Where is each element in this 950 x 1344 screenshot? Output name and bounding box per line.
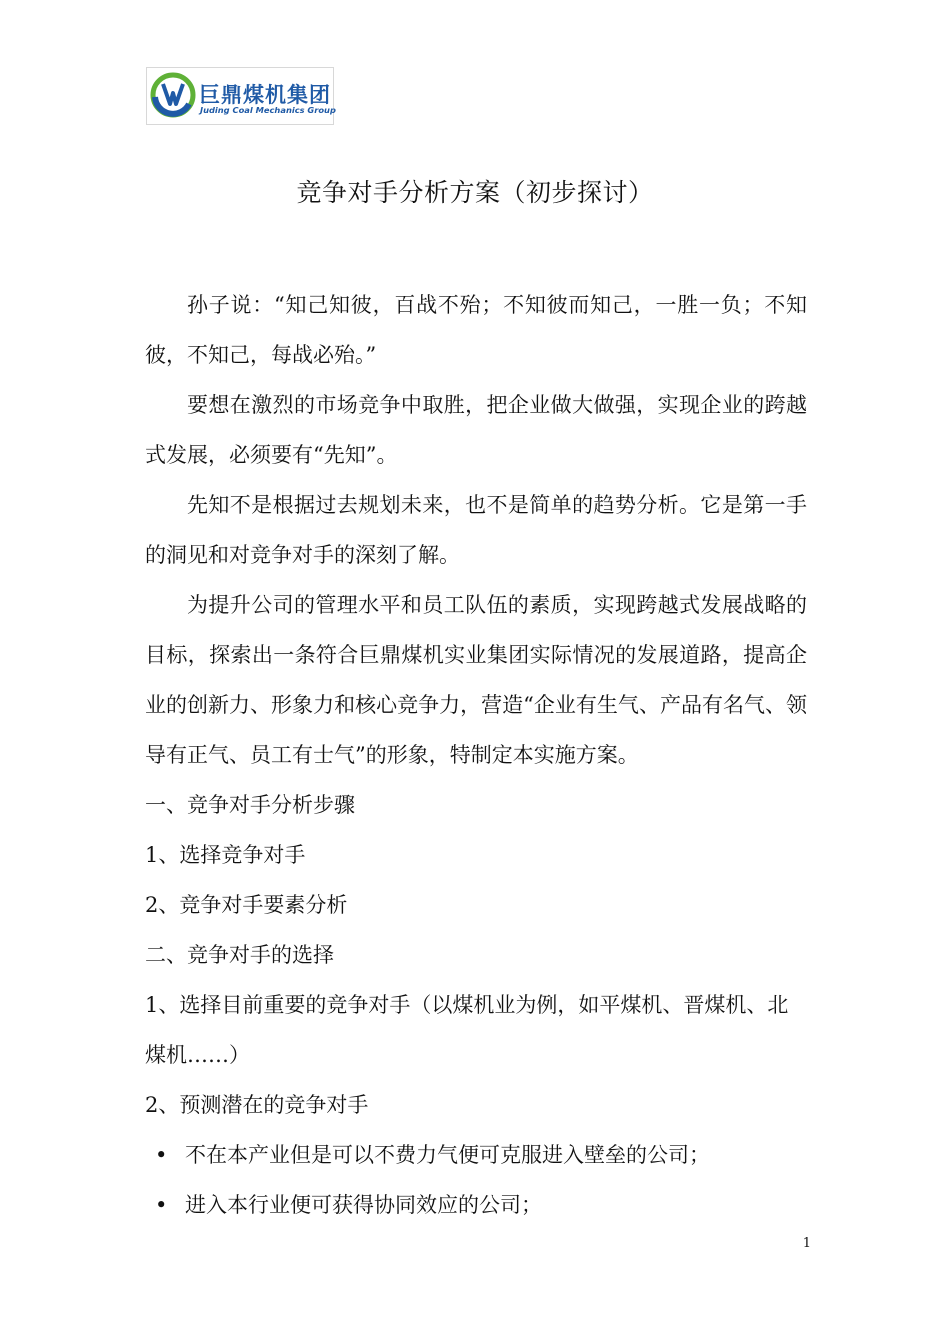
bullet-text: 不在本产业但是可以不费力气便可克服进入壁垒的公司； [185, 1143, 710, 1167]
paragraph: 要想在激烈的市场竞争中取胜，把企业做大做强，实现企业的跨越式发展，必须要有“先知”。 [145, 393, 807, 467]
logo-company-name: 巨鼎煤机集团 [199, 83, 331, 107]
bullet-item [145, 1130, 807, 1180]
logo-emblem-icon [149, 71, 197, 119]
bullet-icon: • [155, 1143, 168, 1167]
paragraph: 为提升公司的管理水平和员工队伍的素质，实现跨越式发展战略的目标，探索出一条符合巨鼎煤机实业集团实际情况的发展道路，提高企业的创新力、形象力和核心竞争力，营造“企业有生气、产品有名气、领导有正气、员工有士气”的形象，特制定本实施方案。 [145, 593, 807, 767]
section-heading: 一、竞争对手分析步骤 [145, 793, 355, 817]
bullet-item [145, 1180, 807, 1230]
outline-item: 2、竞争对手要素分析 [145, 893, 348, 917]
section-heading: 二、竞争对手的选择 [145, 943, 334, 967]
document-body [145, 280, 807, 1230]
paragraph: 先知不是根据过去规划未来，也不是简单的趋势分析。它是第一手的洞见和对竞争对手的深刻了解。 [145, 493, 807, 567]
company-logo [146, 67, 334, 125]
outline-item: 1、选择目前重要的竞争对手（以煤机业为例，如平煤机、晋煤机、北煤机……） [145, 993, 789, 1067]
page-number: 1 [802, 1236, 811, 1251]
logo-english-name: Juding Coal Mechanics Group [200, 105, 336, 115]
outline-item: 1、选择竞争对手 [145, 843, 306, 867]
bullet-text: 进入本行业便可获得协同效应的公司； [185, 1193, 542, 1217]
outline-item: 2、预测潜在的竞争对手 [145, 1093, 369, 1117]
paragraph: 孙子说：“知己知彼，百战不殆；不知彼而知己，一胜一负；不知彼，不知己，每战必殆。” [145, 293, 807, 367]
document-title: 竞争对手分析方案（初步探讨） [296, 178, 654, 207]
bullet-icon: • [155, 1193, 168, 1217]
